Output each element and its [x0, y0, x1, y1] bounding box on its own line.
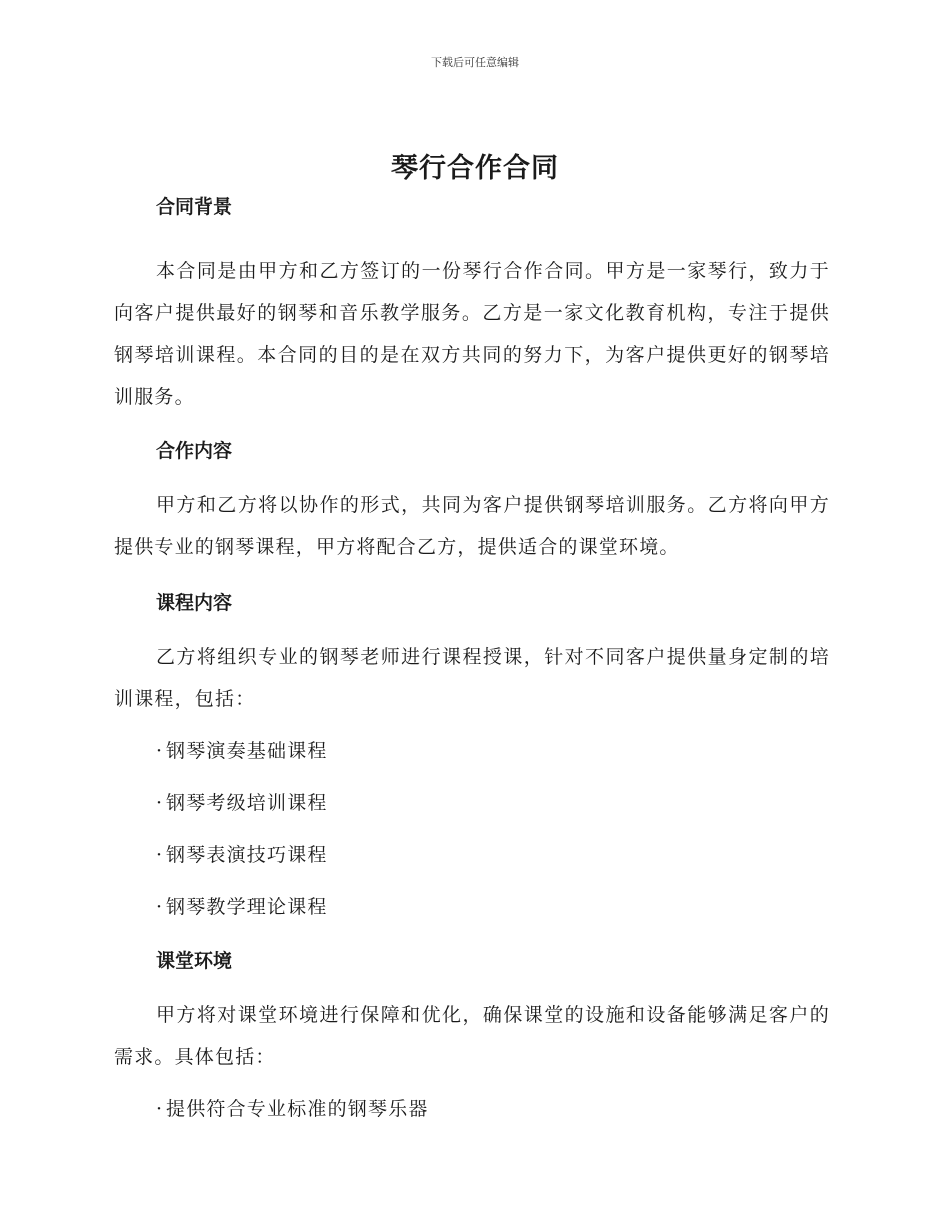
section-heading: 课程内容: [156, 592, 233, 614]
bullet-marker: ·: [156, 1098, 164, 1120]
list-item-text: 钢琴考级培训课程: [166, 792, 328, 814]
bullet-marker: ·: [156, 792, 164, 814]
list-item-text: 钢琴表演技巧课程: [166, 844, 328, 866]
page-header-note: 下载后可任意编辑: [431, 56, 519, 69]
bullet-marker: ·: [156, 740, 164, 762]
list-item-text: 钢琴教学理论课程: [166, 896, 328, 918]
section-heading: 合作内容: [156, 440, 233, 462]
bullet-marker: ·: [156, 844, 164, 866]
bullet-marker: ·: [156, 896, 164, 918]
list-item: [114, 1088, 830, 1130]
section-courses: [114, 588, 830, 928]
section-paragraph: 乙方将组织专业的钢琴老师进行课程授课，针对不同客户提供量身定制的培训课程，包括：: [114, 646, 830, 710]
list-item: [114, 886, 830, 928]
document-title: 琴行合作合同: [391, 153, 559, 184]
section-paragraph: 甲方和乙方将以协作的形式，共同为客户提供钢琴培训服务。乙方将向甲方提供专业的钢琴课程，甲方将配合乙方，提供适合的课堂环境。: [114, 494, 830, 558]
section-classroom: [114, 946, 830, 1130]
section-paragraph: 甲方将对课堂环境进行保障和优化，确保课堂的设施和设备能够满足客户的需求。具体包括：: [114, 1004, 830, 1068]
section-heading: 合同背景: [156, 196, 233, 218]
list-item: [114, 782, 830, 824]
list-item-text: 钢琴演奏基础课程: [166, 740, 328, 762]
section-cooperation: [114, 436, 830, 568]
section-paragraph: 本合同是由甲方和乙方签订的一份琴行合作合同。甲方是一家琴行，致力于向客户提供最好的钢琴和音乐教学服务。乙方是一家文化教育机构，专注于提供钢琴培训课程。本合同的目的是在双方共同的努力下，为客户提供更好的钢琴培训服务。: [114, 260, 830, 408]
list-item: [114, 730, 830, 772]
section-background: [114, 192, 830, 418]
section-heading: 课堂环境: [156, 950, 233, 972]
list-item-text: 提供符合专业标准的钢琴乐器: [166, 1098, 429, 1120]
document-body: [114, 192, 830, 1130]
list-item: [114, 834, 830, 876]
